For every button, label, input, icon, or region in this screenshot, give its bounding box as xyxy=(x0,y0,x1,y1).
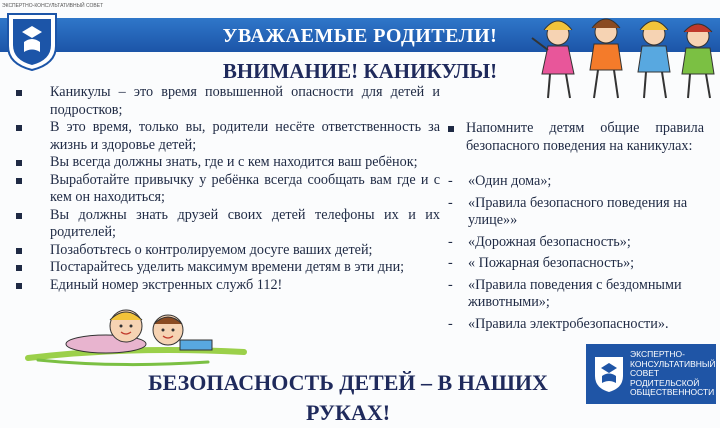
council-logo-badge xyxy=(586,344,716,404)
dancing-kids-illustration xyxy=(528,8,720,108)
safety-rules-list xyxy=(448,173,704,337)
bullet-icon xyxy=(16,125,22,131)
bullet-icon xyxy=(16,265,22,271)
list-item: - «Правила безопасного поведения на улице»» xyxy=(448,194,688,228)
attention-heading: ВНИМАНИЕ! КАНИКУЛЫ! xyxy=(222,59,498,83)
bullet-icon xyxy=(16,178,22,184)
dash-icon: - xyxy=(448,194,453,211)
dash-icon: - xyxy=(448,233,453,250)
reading-kids-illustration xyxy=(8,300,258,378)
list-item: Вы всегда должны знать, где и с кем находится ваш ребёнок; xyxy=(16,154,440,172)
list-item: В это время, только вы, родители несёте ответственность за жизнь и здоровье детей; xyxy=(16,119,440,154)
list-item: Вы должны знать друзей своих детей телефоны их и их родителей; xyxy=(16,207,440,242)
bullet-icon xyxy=(16,283,22,289)
list-item: Единый номер экстренных служб 112! xyxy=(16,277,440,295)
bullet-icon xyxy=(16,160,22,166)
dash-icon: - xyxy=(448,255,453,271)
list-item: Выработайте привычку у ребёнка всегда сообщать вам где и с кем он находиться; xyxy=(16,172,440,207)
page-title: УВАЖАЕМЫЕ РОДИТЕЛИ! xyxy=(222,25,498,47)
council-logo-icon xyxy=(2,10,62,72)
list-item: - «Один дома»; xyxy=(448,173,552,189)
list-item: Каникулы – это время повышенной опасности для детей и подростков; xyxy=(16,84,440,119)
bullet-icon xyxy=(448,126,454,132)
parent-advice-list xyxy=(16,84,440,294)
dash-icon: - xyxy=(448,315,453,332)
council-logo-text: ЭКСПЕРТНО- КОНСУЛЬТАТИВНЫЙ СОВЕТ РОДИТЕЛЬСКОЙ ОБЩЕСТВЕННОСТИ xyxy=(630,349,716,398)
list-item: Позаботьтесь о контролируемом досуге ваших детей; xyxy=(16,242,440,260)
council-emblem-icon xyxy=(592,354,626,394)
bullet-icon xyxy=(16,213,22,219)
list-item: - «Дорожная безопасность»; xyxy=(448,233,631,250)
bullet-icon xyxy=(16,248,22,254)
list-item: Постарайтесь уделить максимум времени детям в эти дни; xyxy=(16,259,440,277)
bullet-icon xyxy=(16,90,22,96)
footer-slogan: БЕЗОПАСНОСТЬ ДЕТЕЙ – В НАШИХ РУКАХ! xyxy=(148,370,548,425)
dash-icon: - xyxy=(448,173,453,189)
list-item: - «Правила поведения с бездомными животными»; xyxy=(448,276,682,310)
list-item: - « Пожарная безопасность»; xyxy=(448,255,635,271)
org-strip-text: ЭКСПЕРТНО-КОНСУЛЬТАТИВНЫЙ СОВЕТ xyxy=(2,3,104,9)
dash-icon: - xyxy=(448,276,453,293)
rules-intro: Напомните детям общие правила безопасного поведения на каникулах: xyxy=(466,120,704,155)
list-item: - «Правила электробезопасности». xyxy=(448,315,669,332)
